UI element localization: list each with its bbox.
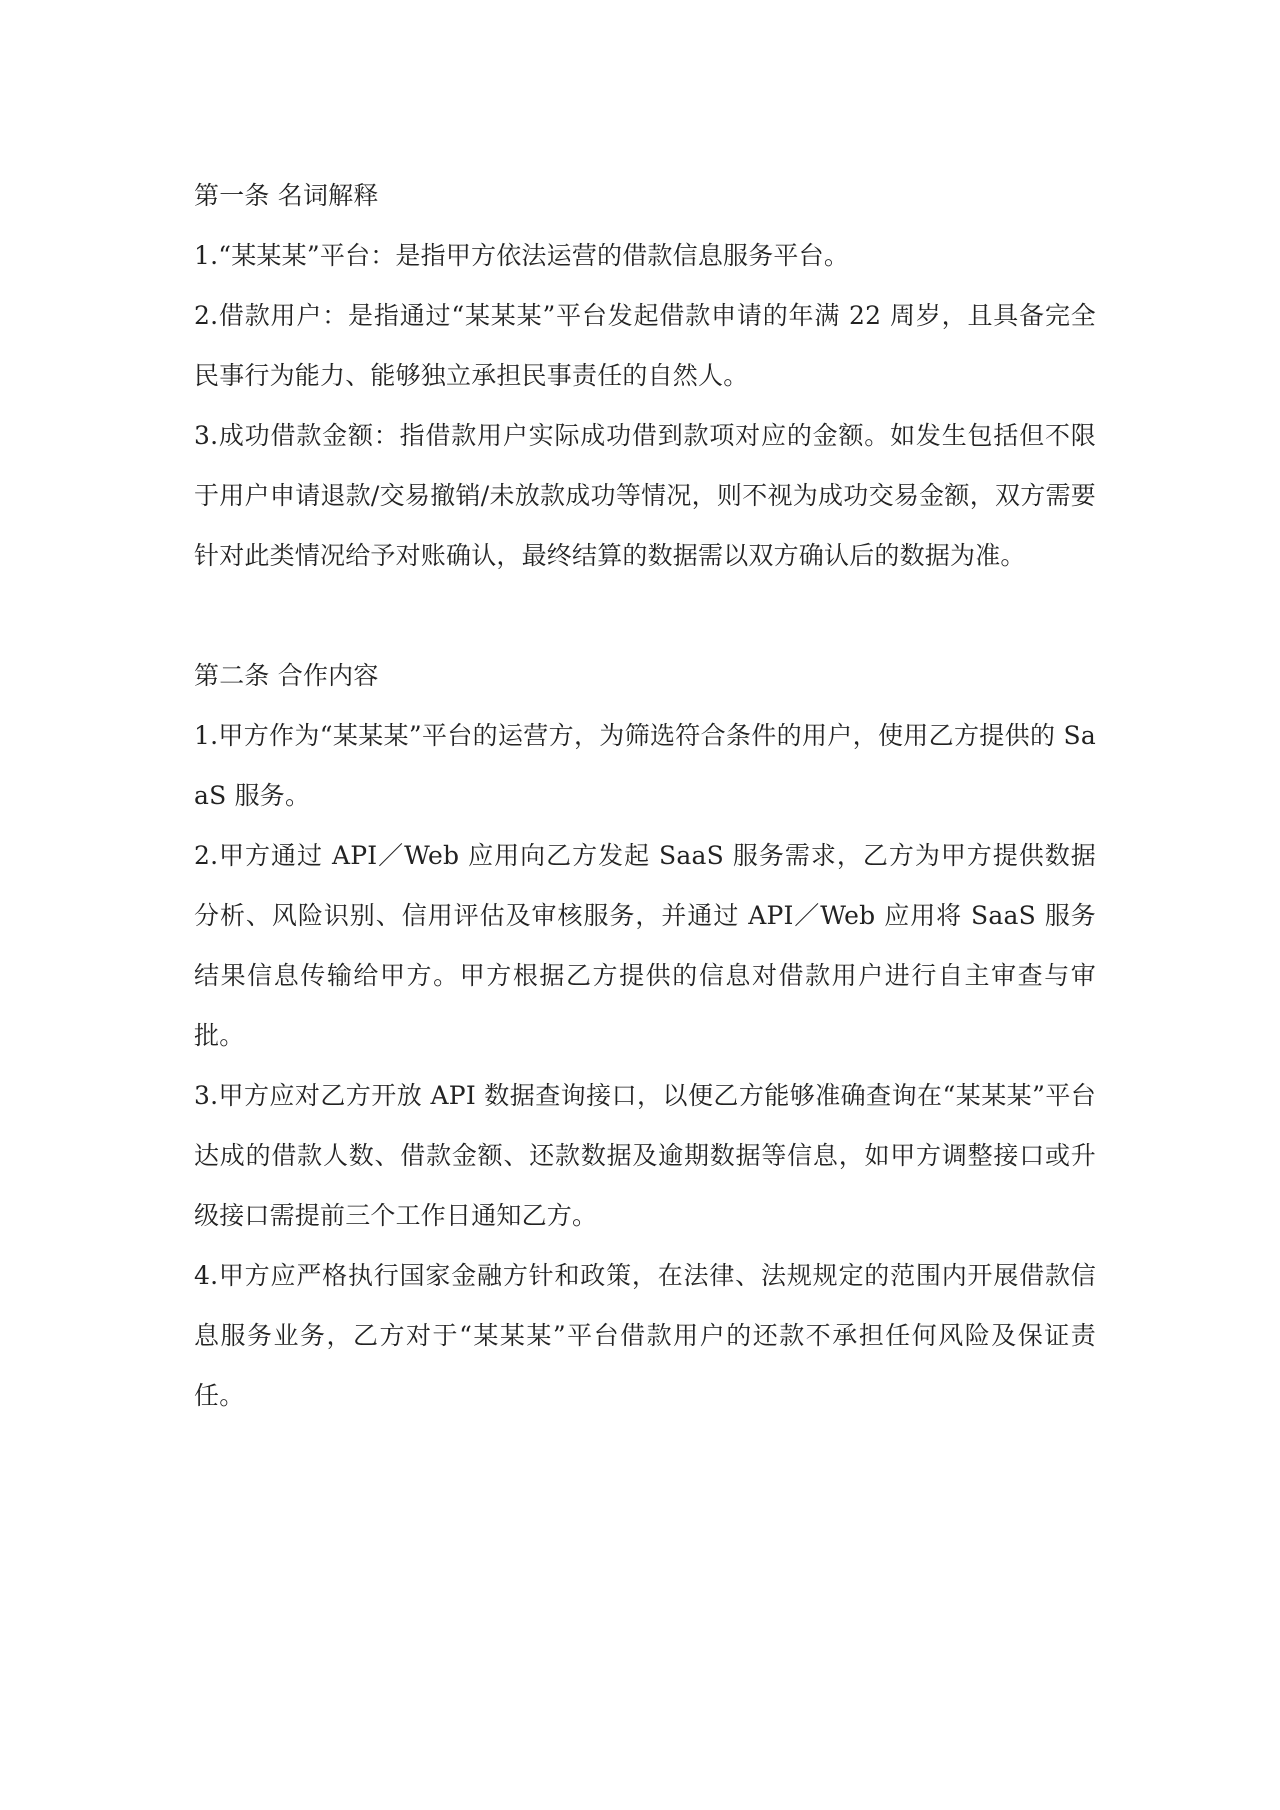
article-2-clause-2: 2.甲方通过 API／Web 应用向乙方发起 SaaS 服务需求，乙方为甲方提供数据分析、风险识别、信用评估及审核服务，并通过 API／Web 应用将 SaaS 服务结果信息传输给甲方。甲方根据乙方提供的信息对借款用户进行自主审查与审批。 (194, 841, 1096, 1050)
article-1-heading: 第一条 名词解释 (194, 181, 379, 210)
article-2-clause-4: 4.甲方应严格执行国家金融方针和政策，在法律、法规规定的范围内开展借款信息服务业务，乙方对于“某某某”平台借款用户的还款不承担任何风险及保证责任。 (194, 1261, 1096, 1410)
article-2-heading: 第二条 合作内容 (194, 661, 379, 690)
article-2-clause-3: 3.甲方应对乙方开放 API 数据查询接口，以便乙方能够准确查询在“某某某”平台达成的借款人数、借款金额、还款数据及逾期数据等信息，如甲方调整接口或升级接口需提前三个工作日通知乙方。 (194, 1081, 1096, 1230)
document-body (194, 166, 1096, 1426)
article-1-clause-2: 2.借款用户：是指通过“某某某”平台发起借款申请的年满 22 周岁，且具备完全民事行为能力、能够独立承担民事责任的自然人。 (194, 301, 1097, 390)
article-2-clause-1: 1.甲方作为“某某某”平台的运营方，为筛选符合条件的用户，使用乙方提供的 SaaS 服务。 (194, 721, 1096, 810)
article-2 (194, 646, 1096, 1426)
article-1-clause-3: 3.成功借款金额：指借款用户实际成功借到款项对应的金额。如发生包括但不限于用户申请退款/交易撤销/未放款成功等情况，则不视为成功交易金额，双方需要针对此类情况给予对账确认，最终结算的数据需以双方确认后的数据为准。 (194, 421, 1096, 570)
article-1 (194, 166, 1096, 586)
article-1-clause-1: 1.“某某某”平台：是指甲方依法运营的借款信息服务平台。 (194, 241, 850, 270)
